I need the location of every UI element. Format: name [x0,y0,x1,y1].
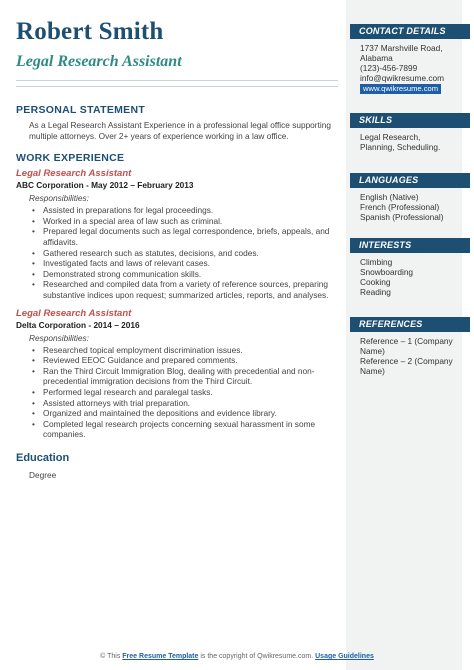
contact-website-link[interactable]: www.qwikresume.com [360,84,441,94]
list-item: • Completed legal research projects concerning sexual harassment in some companies. [29,419,334,440]
job-company-dates: Delta Corporation - 2014 – 2016 [16,319,140,330]
list-item: • Investigated facts and laws of relevant cases. [29,258,334,269]
job-entry [16,308,334,440]
contact-details-block [350,24,470,94]
contact-phone: (123)-456-7899 [360,63,418,73]
sidebar [346,0,462,670]
header-divider-second [16,86,338,87]
list-item: Reference – 1 (Company Name) [360,336,453,356]
sidebar-heading-languages: LANGUAGES [350,173,470,188]
interests-block [350,238,470,297]
list-item: Climbing [360,257,393,267]
responsibilities-label: Responsibilities: [29,193,89,204]
list-item: • Organized and maintained the depositions and evidence library. [29,408,334,419]
education-degree: Degree [29,469,57,480]
list-item: Reading [360,287,391,297]
footer-prefix: © This [100,653,123,660]
contact-address-line1: 1737 Marshville Road, [360,43,443,53]
education-section [16,452,334,481]
list-item: • Demonstrated strong communication skills. [29,269,334,280]
footer-template-link[interactable]: Free Resume Template [122,653,199,660]
list-item: • Assisted in preparations for legal proceedings. [29,205,334,216]
candidate-name: Robert Smith [16,18,164,45]
responsibilities-list [29,205,334,300]
list-item: Cooking [360,277,391,287]
personal-statement-text: As a Legal Research Assistant Experience in a professional legal office supporting multiple attorneys. Over 2+ years of experience working in a law office. [29,120,331,141]
main-column [16,104,334,480]
job-title: Legal Research Assistant [16,168,132,180]
section-heading-work-experience: WORK EXPERIENCE [16,152,125,165]
work-experience-section [16,152,334,440]
footer [0,653,474,660]
sidebar-heading-contact: CONTACT DETAILS [350,24,470,39]
references-list [350,332,470,376]
list-item: • Assisted attorneys with trial preparation. [29,398,334,409]
list-item: • Gathered research such as statutes, decisions, and codes. [29,248,334,259]
list-item: • Researched and compiled data from a variety of reference sources, preparing substantive indices upon request; summarized articles, reports, and analyses. [29,279,334,300]
list-item: • Researched topical employment discrimination issues. [29,345,334,356]
list-item: • Prepared legal documents such as legal correspondence, briefs, appeals, and affidavits. [29,226,334,247]
list-item: • Worked in a special area of law such as criminal. [29,216,334,227]
skills-text: Legal Research, Planning, Scheduling. [360,132,441,152]
section-heading-education: Education [16,451,70,464]
responsibilities-label: Responsibilities: [29,332,89,343]
languages-list [350,188,470,222]
list-item: Spanish (Professional) [360,212,444,222]
footer-middle: is the copyright of Qwikresume.com. [198,653,316,660]
list-item: • Performed legal research and paralegal tasks. [29,387,334,398]
list-item: • Reviewed EEOC Guidance and prepared comments. [29,355,334,366]
personal-statement-section [16,104,334,141]
sidebar-heading-interests: INTERESTS [350,238,470,253]
list-item: • Ran the Third Circuit Immigration Blog, dealing with precedential and non-precedential immigration decisions from the Third Circuit. [29,366,334,387]
responsibilities-list [29,345,334,440]
interests-list [350,253,470,297]
candidate-title: Legal Research Assistant [16,53,182,70]
contact-email[interactable]: info@qwikresume.com [360,73,445,83]
list-item: Snowboarding [360,267,414,277]
list-item: English (Native) [360,192,419,202]
job-company-dates: ABC Corporation - May 2012 – February 2013 [16,180,194,191]
sidebar-heading-references: REFERENCES [350,317,470,332]
list-item: French (Professional) [360,202,440,212]
sidebar-heading-skills: SKILLS [350,113,470,128]
contact-details [350,39,470,94]
footer-guidelines-link[interactable]: Usage Guidelines [315,653,374,660]
job-entry [16,168,334,300]
references-block [350,317,470,376]
job-title: Legal Research Assistant [16,307,132,319]
header-divider [16,80,338,81]
contact-address-line2: Alabama [360,53,393,63]
section-heading-personal-statement: PERSONAL STATEMENT [16,104,146,116]
list-item: Reference – 2 (Company Name) [360,356,453,376]
skills-block [350,113,470,152]
languages-block [350,173,470,222]
